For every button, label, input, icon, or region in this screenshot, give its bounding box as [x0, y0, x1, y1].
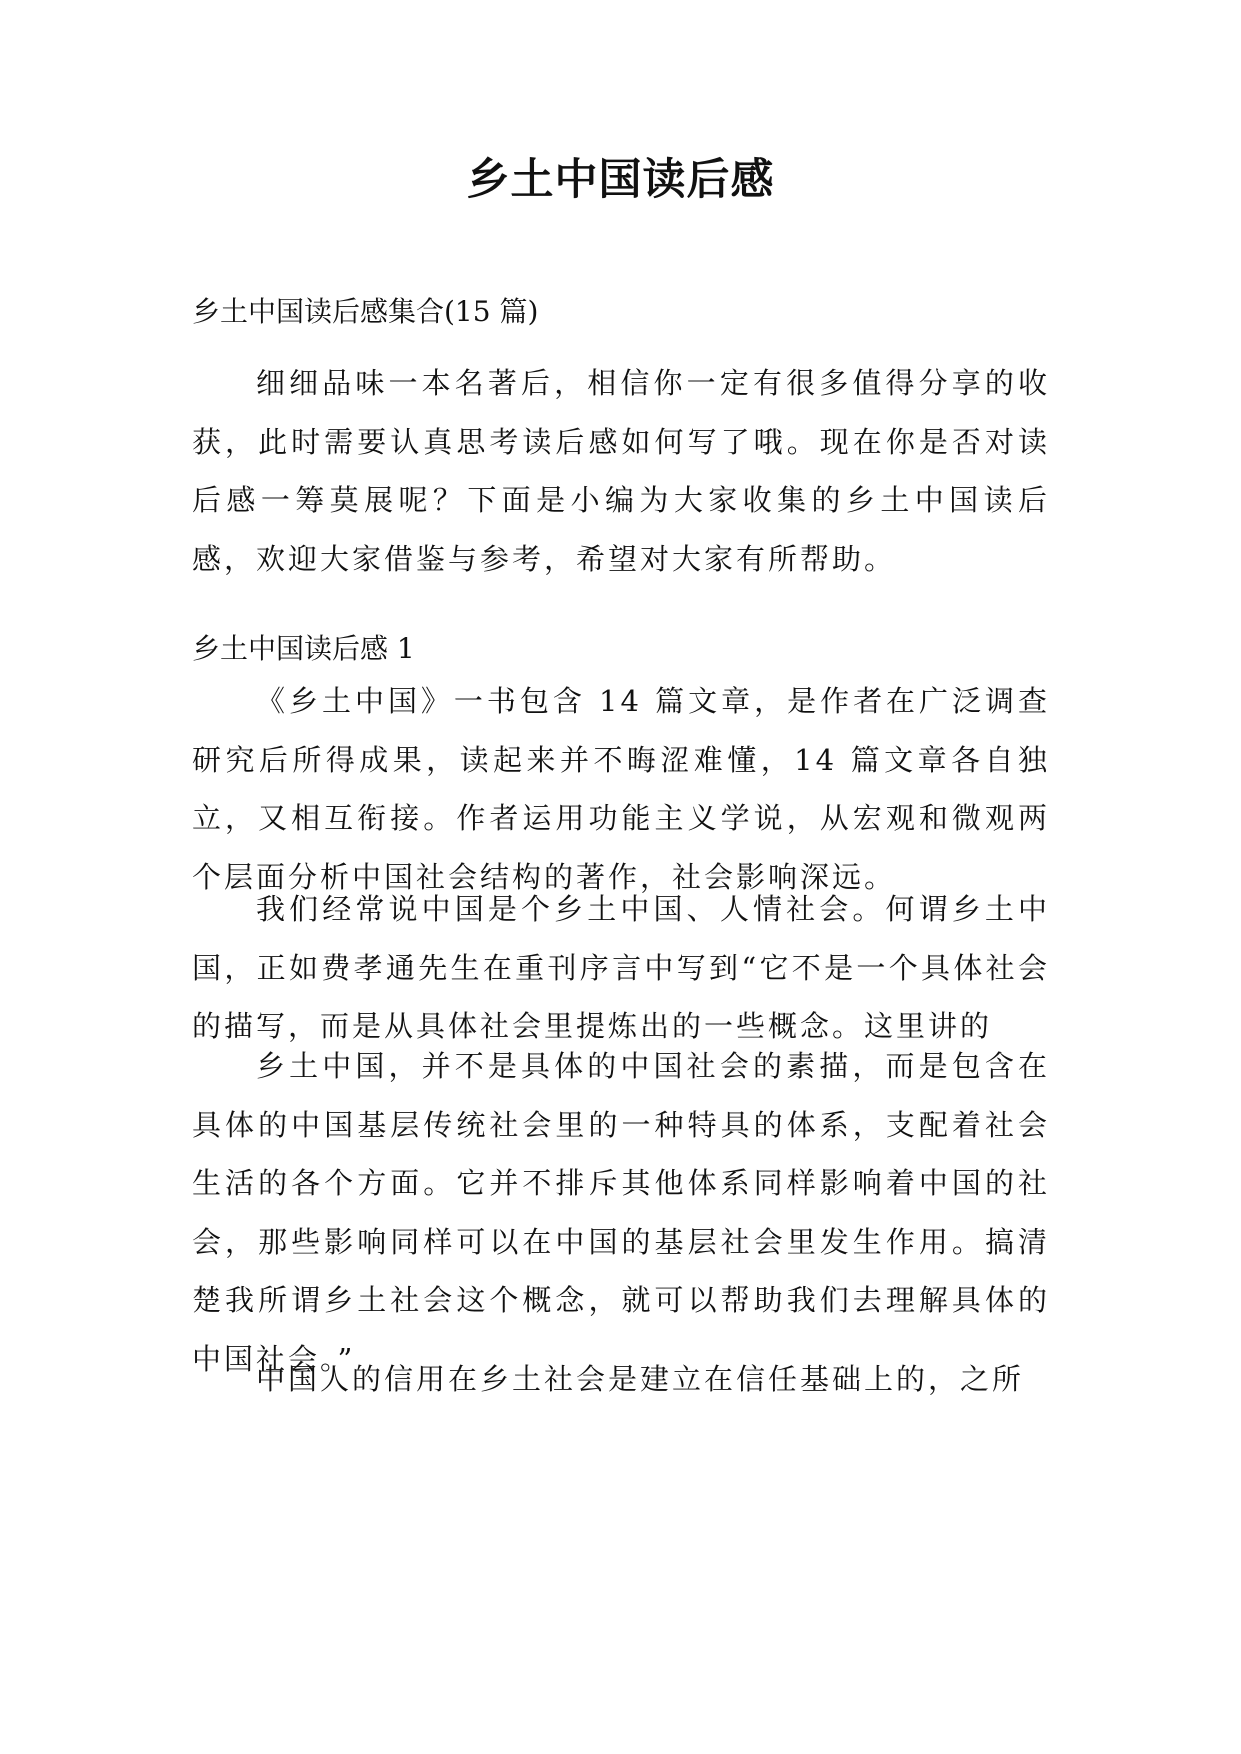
document-subtitle: 乡土中国读后感集合(15 篇) [192, 295, 539, 328]
body-paragraph-2: 我们经常说中国是个乡土中国、人情社会。何谓乡土中国，正如费孝通先生在重刊序言中写到“它不是一个具体社会的描写，而是从具体社会里提炼出的一些概念。这里讲的 [192, 892, 1050, 1043]
document-title: 乡土中国读后感 [466, 155, 775, 205]
body-paragraph-3: 乡土中国，并不是具体的中国社会的素描，而是包含在具体的中国基层传统社会里的一种特具的体系，支配着社会生活的各个方面。它并不排斥其他体系同样影响着中国的社会，那些影响同样可以在中国的基层社会里发生作用。搞清楚我所谓乡土社会这个概念，就可以帮助我们去理解具体的中国社会。” [192, 1049, 1050, 1376]
intro-paragraph: 细细品味一本名著后，相信你一定有很多值得分享的收获，此时需要认真思考读后感如何写了哦。现在你是否对读后感一筹莫展呢？下面是小编为大家收集的乡土中国读后感，欢迎大家借鉴与参考，希望对大家有所帮助。 [192, 366, 1050, 576]
body-paragraph-1: 《乡土中国》一书包含 14 篇文章，是作者在广泛调查研究后所得成果，读起来并不晦涩难懂，14 篇文章各自独立，又相互衔接。作者运用功能主义学说，从宏观和微观两个层面分析中国社会结构的著作，社会影响深远。 [192, 684, 1050, 894]
section-heading-1: 乡土中国读后感 1 [192, 632, 415, 665]
body-paragraph-4: 中国人的信用在乡土社会是建立在信任基础上的，之所 [256, 1362, 1025, 1396]
